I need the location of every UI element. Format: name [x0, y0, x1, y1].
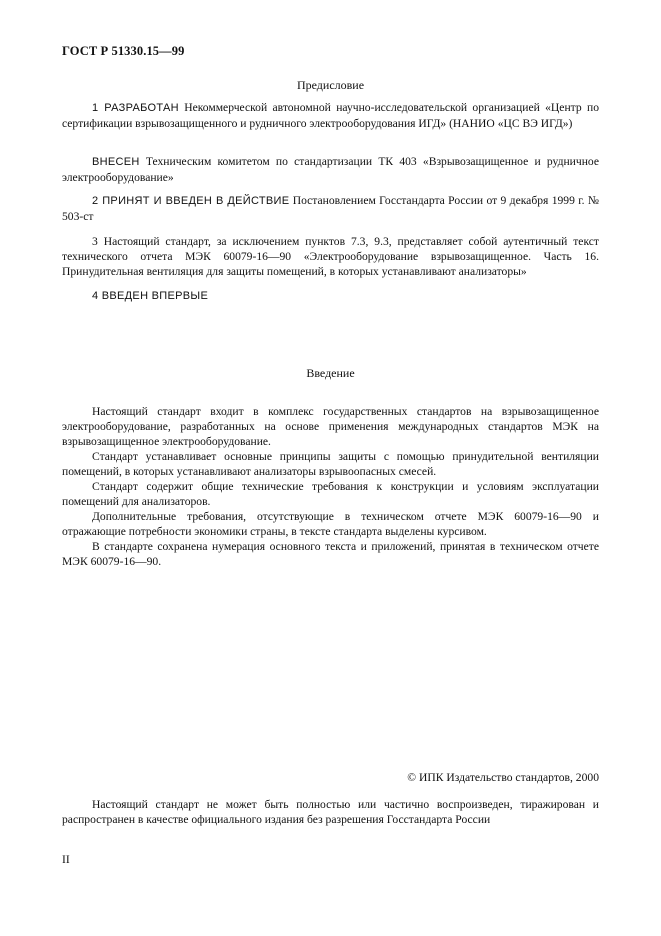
- preface-item-lead: ВНЕСЕН: [92, 156, 140, 168]
- reproduction-notice: [62, 797, 599, 827]
- preface-item-text: Техническим комитетом по стандартизации ТК 403 «Взрывозащищенное и рудничное электрооборудование»: [62, 155, 599, 184]
- introduction-paragraph: Стандарт устанавливает основные принципы защиты с помощью принудительной вентиляции помещений, в которых устанавливают анализаторы взрывоопасных смесей.: [62, 450, 599, 478]
- preface-item-text: Постановлением Госстандарта России от 9 декабря 1999 г. № 503-ст: [62, 194, 599, 223]
- introduction-paragraph: Дополнительные требования, отсутствующие в техническом отчете МЭК 60079-16—90 и отражающие потребности экономики страны, в тексте стандарта выделены курсивом.: [62, 510, 599, 538]
- introduction-paragraph: В стандарте сохранена нумерация основного текста и приложений, принятая в техническом отчете МЭК 60079-16—90.: [62, 540, 599, 568]
- preface-title: Предисловие: [296, 78, 365, 92]
- preface-item-submitted: [62, 154, 599, 185]
- reproduction-notice-text: Настоящий стандарт не может быть полностью или частично воспроизведен, тиражирован и распространен в качестве официального издания без разрешения Госстандарта России: [62, 798, 599, 826]
- copyright-notice: © ИПК Издательство стандартов, 2000: [407, 771, 599, 784]
- preface-item-lead: 1 РАЗРАБОТАН: [92, 102, 179, 114]
- preface-item-lead: 2 ПРИНЯТ И ВВЕДЕН В ДЕЙСТВИЕ: [92, 195, 290, 207]
- preface-item-developed: [62, 100, 599, 131]
- document-code: ГОСТ Р 51330.15—99: [62, 44, 185, 58]
- introduction-paragraph: Настоящий стандарт входит в комплекс государственных стандартов на взрывозащищенное электрооборудование, разработанных на основе применения международных стандартов МЭК на взрывозащищенное электрооборудование.: [62, 405, 599, 448]
- preface-item-authentic-text: [62, 234, 599, 279]
- page-number: II: [62, 853, 70, 866]
- preface-item-text: 3 Настоящий стандарт, за исключением пунктов 7.3, 9.3, представляет собой аутентичный текст технического отчета МЭК 60079-16—90 «Электрооборудование взрывозащищенное. Часть 16. Принудительная вентиляция для защиты помещений, в которых устанавливают анализаторы»: [62, 235, 599, 278]
- preface-item-adopted: [62, 193, 599, 224]
- preface-item-lead: 4 ВВЕДЕН ВПЕРВЫЕ: [92, 290, 209, 302]
- preface-item-first-introduced: [62, 288, 599, 304]
- introduction-title: Введение: [306, 366, 355, 380]
- introduction-paragraph: Стандарт содержит общие технические требования к конструкции и условиям эксплуатации помещений для анализаторов.: [62, 480, 599, 508]
- introduction-body: [62, 404, 599, 569]
- preface-item-text: Некоммерческой автономной научно-исследовательской организацией «Центр по сертификации взрывозащищенного и рудничного электрооборудования ИГД» (НАНИО «ЦС ВЭ ИГД»): [62, 101, 599, 130]
